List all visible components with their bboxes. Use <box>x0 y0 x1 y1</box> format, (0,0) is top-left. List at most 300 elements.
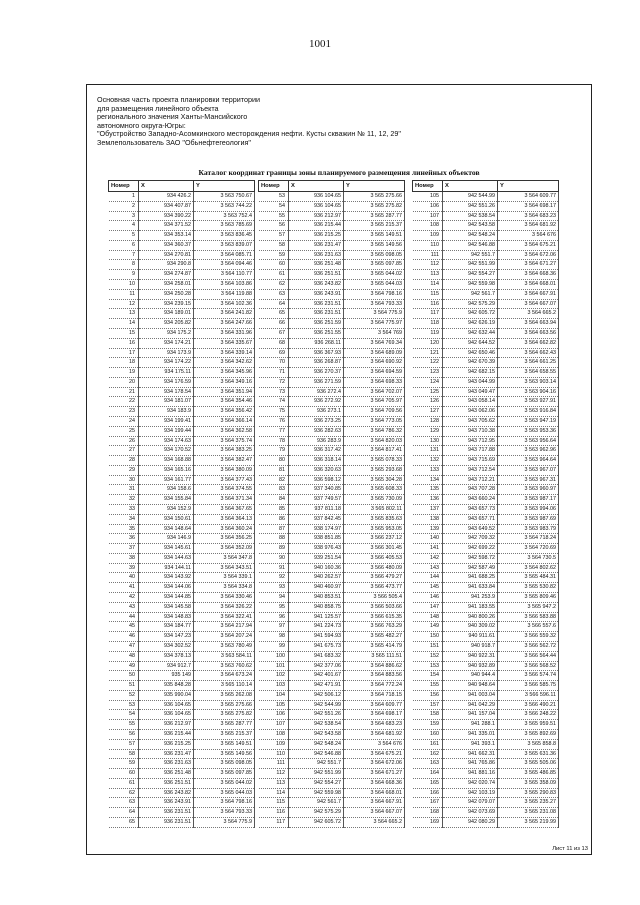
point-number: 159 <box>413 720 443 730</box>
y-coordinate: 3 564 364.13 <box>194 514 255 524</box>
table-row <box>259 280 405 290</box>
table-row <box>413 632 559 642</box>
x-coordinate: 940 853.51 <box>289 593 344 603</box>
x-coordinate: 942 559.98 <box>289 788 344 798</box>
x-coordinate: 943 044.99 <box>443 377 498 387</box>
x-coordinate: 941 253.9 <box>443 593 498 603</box>
x-coordinate: 942 605.72 <box>289 818 344 828</box>
x-coordinate: 934 239.15 <box>139 299 194 309</box>
table-row <box>109 348 255 358</box>
point-number: 20 <box>109 377 139 387</box>
table-row <box>259 221 405 231</box>
y-coordinate: 3 566 479.27 <box>344 573 405 583</box>
table-row <box>109 700 255 710</box>
table-row <box>413 260 559 270</box>
point-number: 145 <box>413 583 443 593</box>
table-row <box>413 280 559 290</box>
y-coordinate: 3 563 927.91 <box>498 397 559 407</box>
point-number: 133 <box>413 465 443 475</box>
x-coordinate: 934 199.44 <box>139 426 194 436</box>
y-coordinate: 3 565 631.36 <box>498 749 559 759</box>
y-coordinate: 3 564 347.8 <box>194 553 255 563</box>
table-row <box>259 739 405 749</box>
y-coordinate: 3 564 793.33 <box>344 299 405 309</box>
y-coordinate: 3 563 780.49 <box>194 641 255 651</box>
point-number: 169 <box>413 818 443 828</box>
y-coordinate: 3 564 690.92 <box>344 358 405 368</box>
table-row <box>109 798 255 808</box>
point-number: 30 <box>109 475 139 485</box>
table-row <box>259 387 405 397</box>
y-coordinate: 3 563 983.79 <box>498 524 559 534</box>
table-row <box>109 593 255 603</box>
x-coordinate: 934 155.84 <box>139 495 194 505</box>
table-row <box>109 289 255 299</box>
table-row <box>109 690 255 700</box>
table-row <box>109 270 255 280</box>
point-number: 65 <box>259 309 289 319</box>
point-number: 56 <box>109 729 139 739</box>
table-row <box>259 671 405 681</box>
x-coordinate: 934 144.85 <box>139 593 194 603</box>
point-number: 116 <box>413 299 443 309</box>
table-row <box>413 426 559 436</box>
y-coordinate: 3 563 839.07 <box>194 240 255 250</box>
header-y: Y <box>194 181 255 192</box>
point-number: 11 <box>109 289 139 299</box>
y-coordinate: 3 564 672.06 <box>498 250 559 260</box>
x-coordinate: 941 288.1 <box>443 720 498 730</box>
point-number: 26 <box>109 436 139 446</box>
y-coordinate: 3 564 667.91 <box>344 798 405 808</box>
coordinate-table-2 <box>258 180 405 828</box>
y-coordinate: 3 563 960.97 <box>498 485 559 495</box>
point-number: 83 <box>259 485 289 495</box>
point-number: 139 <box>413 524 443 534</box>
table-row <box>413 749 559 759</box>
x-coordinate: 934 258.01 <box>139 280 194 290</box>
x-coordinate: 934 173.9 <box>139 348 194 358</box>
point-number: 121 <box>413 348 443 358</box>
y-coordinate: 3 565 304.28 <box>344 475 405 485</box>
table-row <box>259 583 405 593</box>
y-coordinate: 3 566 490.21 <box>498 700 559 710</box>
x-coordinate: 936 251.51 <box>139 778 194 788</box>
x-coordinate: 934 360.37 <box>139 240 194 250</box>
x-coordinate: 936 243.82 <box>289 280 344 290</box>
point-number: 54 <box>259 201 289 211</box>
y-coordinate: 3 564 382.47 <box>194 456 255 466</box>
y-coordinate: 3 565 959.51 <box>498 720 559 730</box>
y-coordinate: 3 566 503.66 <box>344 602 405 612</box>
y-coordinate: 3 564 667.07 <box>498 299 559 309</box>
point-number: 82 <box>259 475 289 485</box>
point-number: 78 <box>259 436 289 446</box>
x-coordinate: 934 290.8 <box>139 260 194 270</box>
x-coordinate: 942 544.99 <box>443 192 498 202</box>
x-coordinate: 934 158.6 <box>139 485 194 495</box>
y-coordinate: 3 566 248.22 <box>498 710 559 720</box>
point-number: 24 <box>109 416 139 426</box>
point-number: 142 <box>413 553 443 563</box>
table-row <box>259 573 405 583</box>
y-coordinate: 3 565 149.56 <box>344 240 405 250</box>
x-coordinate: 935 990.04 <box>139 690 194 700</box>
table-row <box>259 749 405 759</box>
coordinate-table-3 <box>412 180 559 828</box>
table-row <box>259 700 405 710</box>
x-coordinate: 940 918.7 <box>443 641 498 651</box>
point-number: 98 <box>259 632 289 642</box>
point-number: 119 <box>413 328 443 338</box>
table-row <box>259 759 405 769</box>
x-coordinate: 942 605.72 <box>443 309 498 319</box>
x-coordinate: 943 657.71 <box>443 514 498 524</box>
y-coordinate: 3 564 247.66 <box>194 319 255 329</box>
point-number: 85 <box>259 505 289 515</box>
table-row <box>413 407 559 417</box>
document-header <box>97 96 577 148</box>
x-coordinate: 942 559.98 <box>443 280 498 290</box>
point-number: 28 <box>109 456 139 466</box>
point-number: 12 <box>109 299 139 309</box>
x-coordinate: 936 231.47 <box>289 240 344 250</box>
x-coordinate: 940 911.61 <box>443 632 498 642</box>
y-coordinate: 3 563 760.62 <box>194 661 255 671</box>
table-row <box>109 534 255 544</box>
y-coordinate: 3 564 339.1 <box>194 573 255 583</box>
point-number: 45 <box>109 622 139 632</box>
table-row <box>413 240 559 250</box>
x-coordinate: 941 683.32 <box>289 651 344 661</box>
point-number: 103 <box>259 681 289 691</box>
point-number: 94 <box>259 593 289 603</box>
table-row <box>109 651 255 661</box>
x-coordinate: 934 371.52 <box>139 221 194 231</box>
y-coordinate: 3 564 609.77 <box>498 192 559 202</box>
point-number: 114 <box>413 280 443 290</box>
table-header-row <box>413 181 559 192</box>
y-coordinate: 3 566 505.4 <box>344 593 405 603</box>
table-row <box>413 583 559 593</box>
table-row <box>413 622 559 632</box>
x-coordinate: 934 144.11 <box>139 563 194 573</box>
y-coordinate: 3 565 044.03 <box>194 788 255 798</box>
y-coordinate: 3 565 110.14 <box>194 681 255 691</box>
x-coordinate: 936 215.44 <box>139 729 194 739</box>
x-coordinate: 940 932.89 <box>443 661 498 671</box>
point-number: 160 <box>413 729 443 739</box>
table-row <box>413 710 559 720</box>
y-coordinate: 3 565 219.99 <box>498 818 559 828</box>
table-row <box>413 593 559 603</box>
point-number: 135 <box>413 485 443 495</box>
table-row <box>109 778 255 788</box>
table-row <box>109 524 255 534</box>
x-coordinate: 942 073.69 <box>443 808 498 818</box>
x-coordinate: 934 274.87 <box>139 270 194 280</box>
point-number: 47 <box>109 641 139 651</box>
table-row <box>109 720 255 730</box>
table-row <box>413 612 559 622</box>
point-number: 109 <box>259 739 289 749</box>
table-row <box>413 436 559 446</box>
point-number: 25 <box>109 426 139 436</box>
y-coordinate: 3 565 235.27 <box>498 798 559 808</box>
y-coordinate: 3 566 585.75 <box>498 681 559 691</box>
point-number: 59 <box>259 250 289 260</box>
y-coordinate: 3 564 119.88 <box>194 289 255 299</box>
y-coordinate: 3 564 683.23 <box>498 211 559 221</box>
table-row <box>259 534 405 544</box>
table-row <box>109 377 255 387</box>
point-number: 92 <box>259 573 289 583</box>
page-number: 1001 <box>309 38 331 50</box>
table-row <box>109 368 255 378</box>
y-coordinate: 3 563 967.31 <box>498 475 559 485</box>
point-number: 58 <box>259 240 289 250</box>
x-coordinate: 943 058.14 <box>443 397 498 407</box>
x-coordinate: 936 317.42 <box>289 446 344 456</box>
point-number: 76 <box>259 416 289 426</box>
table-row <box>109 769 255 779</box>
table-row <box>259 407 405 417</box>
point-number: 117 <box>259 818 289 828</box>
y-coordinate: 3 565 097.85 <box>194 769 255 779</box>
table-row <box>109 553 255 563</box>
x-coordinate: 934 205.82 <box>139 319 194 329</box>
x-coordinate: 941 224.73 <box>289 622 344 632</box>
y-coordinate: 3 564 374.55 <box>194 485 255 495</box>
point-number: 134 <box>413 475 443 485</box>
table-row <box>259 456 405 466</box>
y-coordinate: 3 565 098.05 <box>194 759 255 769</box>
point-number: 90 <box>259 553 289 563</box>
table-row <box>109 211 255 221</box>
x-coordinate: 942 682.15 <box>443 368 498 378</box>
table-row <box>109 622 255 632</box>
table-row <box>109 729 255 739</box>
x-coordinate: 936 251.51 <box>289 270 344 280</box>
table-row <box>259 524 405 534</box>
x-coordinate: 934 174.21 <box>139 338 194 348</box>
x-coordinate: 934 407.87 <box>139 201 194 211</box>
point-number: 67 <box>259 328 289 338</box>
y-coordinate: 3 565 111.51 <box>344 651 405 661</box>
y-coordinate: 3 563 964.64 <box>498 456 559 466</box>
y-coordinate: 3 565 290.83 <box>498 788 559 798</box>
table-row <box>413 270 559 280</box>
table-row <box>413 671 559 681</box>
point-number: 49 <box>109 661 139 671</box>
table-row <box>413 563 559 573</box>
x-coordinate: 942 551.26 <box>443 201 498 211</box>
point-number: 112 <box>413 260 443 270</box>
table-row <box>109 661 255 671</box>
point-number: 115 <box>413 289 443 299</box>
x-coordinate: 943 705.62 <box>443 416 498 426</box>
point-number: 64 <box>259 299 289 309</box>
x-coordinate: 936 231.51 <box>139 808 194 818</box>
y-coordinate: 3 566 596.11 <box>498 690 559 700</box>
table-row <box>109 485 255 495</box>
x-coordinate: 942 020.74 <box>443 778 498 788</box>
x-coordinate: 938 851.85 <box>289 534 344 544</box>
y-coordinate: 3 564 662.82 <box>498 338 559 348</box>
table-row <box>413 729 559 739</box>
table-row <box>109 739 255 749</box>
point-number: 33 <box>109 505 139 515</box>
y-coordinate: 3 564 820.03 <box>344 436 405 446</box>
x-coordinate: 937 340.85 <box>289 485 344 495</box>
x-coordinate: 943 649.52 <box>443 524 498 534</box>
x-coordinate: 943 707.28 <box>443 485 498 495</box>
y-coordinate: 3 564 241.82 <box>194 309 255 319</box>
table-row <box>109 465 255 475</box>
table-row <box>259 818 405 828</box>
x-coordinate: 936 243.82 <box>139 788 194 798</box>
x-coordinate: 936 212.97 <box>289 211 344 221</box>
point-number: 75 <box>259 407 289 417</box>
table-row <box>259 465 405 475</box>
x-coordinate: 941 688.25 <box>443 573 498 583</box>
point-number: 154 <box>413 671 443 681</box>
point-number: 62 <box>259 280 289 290</box>
x-coordinate: 936 272.4 <box>289 387 344 397</box>
point-number: 7 <box>109 250 139 260</box>
point-number: 101 <box>259 661 289 671</box>
y-coordinate: 3 564 817.41 <box>344 446 405 456</box>
point-number: 124 <box>413 377 443 387</box>
table-row <box>413 700 559 710</box>
x-coordinate: 941 183.55 <box>443 602 498 612</box>
table-row <box>109 231 255 241</box>
x-coordinate: 936 282.63 <box>289 426 344 436</box>
table-row <box>413 446 559 456</box>
y-coordinate: 3 565 275.82 <box>194 710 255 720</box>
point-number: 54 <box>109 710 139 720</box>
table-row <box>413 720 559 730</box>
table-row <box>413 739 559 749</box>
y-coordinate: 3 564 110.77 <box>194 270 255 280</box>
point-number: 65 <box>109 818 139 828</box>
table-row <box>109 192 255 202</box>
point-number: 156 <box>413 690 443 700</box>
point-number: 123 <box>413 368 443 378</box>
y-coordinate: 3 563 967.07 <box>498 465 559 475</box>
point-number: 53 <box>109 700 139 710</box>
y-coordinate: 3 566 615.35 <box>344 612 405 622</box>
point-number: 140 <box>413 534 443 544</box>
table-row <box>259 622 405 632</box>
y-coordinate: 3 563 752.4 <box>194 211 255 221</box>
x-coordinate: 941 042.29 <box>443 700 498 710</box>
point-number: 64 <box>109 808 139 818</box>
y-coordinate: 3 564 352.09 <box>194 544 255 554</box>
table-row <box>109 358 255 368</box>
table-row <box>259 505 405 515</box>
point-number: 108 <box>259 729 289 739</box>
y-coordinate: 3 564 367.65 <box>194 505 255 515</box>
x-coordinate: 942 471.91 <box>289 681 344 691</box>
point-number: 58 <box>109 749 139 759</box>
table-row <box>413 534 559 544</box>
table-row <box>413 818 559 828</box>
point-number: 66 <box>259 319 289 329</box>
point-number: 63 <box>259 289 289 299</box>
y-coordinate: 3 563 916.84 <box>498 407 559 417</box>
point-number: 167 <box>413 798 443 808</box>
table-row <box>109 387 255 397</box>
y-coordinate: 3 564 672.06 <box>344 759 405 769</box>
point-number: 113 <box>259 778 289 788</box>
x-coordinate: 941 157.04 <box>443 710 498 720</box>
point-number: 168 <box>413 808 443 818</box>
x-coordinate: 943 049.47 <box>443 387 498 397</box>
x-coordinate: 936 215.25 <box>139 739 194 749</box>
x-coordinate: 942 551.99 <box>443 260 498 270</box>
table-row <box>413 651 559 661</box>
table-row <box>259 309 405 319</box>
y-coordinate: 3 565 414.79 <box>344 641 405 651</box>
table-row <box>109 201 255 211</box>
table-row <box>109 788 255 798</box>
table-row <box>259 192 405 202</box>
table-row <box>259 299 405 309</box>
table-row <box>259 328 405 338</box>
y-coordinate: 3 564 667.91 <box>498 289 559 299</box>
y-coordinate: 3 564 668.01 <box>344 788 405 798</box>
x-coordinate: 936 272.92 <box>289 397 344 407</box>
y-coordinate: 3 564 354.46 <box>194 397 255 407</box>
table-row <box>109 818 255 828</box>
table-row <box>109 544 255 554</box>
x-coordinate: 942 670.39 <box>443 358 498 368</box>
point-number: 130 <box>413 436 443 446</box>
x-coordinate: 936 273.1 <box>289 407 344 417</box>
point-number: 31 <box>109 485 139 495</box>
table-row <box>413 573 559 583</box>
x-coordinate: 936 231.51 <box>289 309 344 319</box>
y-coordinate: 3 564 356.25 <box>194 534 255 544</box>
point-number: 52 <box>109 690 139 700</box>
y-coordinate: 3 566 562.72 <box>498 641 559 651</box>
table-row <box>259 778 405 788</box>
y-coordinate: 3 566 568.52 <box>498 661 559 671</box>
point-number: 150 <box>413 632 443 642</box>
point-number: 56 <box>259 221 289 231</box>
table-row <box>109 407 255 417</box>
point-number: 61 <box>109 778 139 788</box>
coordinate-table-1 <box>108 180 255 828</box>
x-coordinate: 942 598.72 <box>443 553 498 563</box>
y-coordinate: 3 565 484.31 <box>498 573 559 583</box>
y-coordinate: 3 564 698.33 <box>344 377 405 387</box>
y-coordinate: 3 564 339.14 <box>194 348 255 358</box>
y-coordinate: 3 565 275.66 <box>344 192 405 202</box>
x-coordinate: 942 080.29 <box>443 818 498 828</box>
table-row <box>413 348 559 358</box>
table-row <box>259 348 405 358</box>
x-coordinate: 934 176.59 <box>139 377 194 387</box>
y-coordinate: 3 565 262.08 <box>194 690 255 700</box>
table-row <box>109 641 255 651</box>
point-number: 129 <box>413 426 443 436</box>
table-row <box>413 553 559 563</box>
x-coordinate: 943 717.88 <box>443 446 498 456</box>
y-coordinate: 3 564 772.24 <box>344 681 405 691</box>
point-number: 87 <box>259 524 289 534</box>
